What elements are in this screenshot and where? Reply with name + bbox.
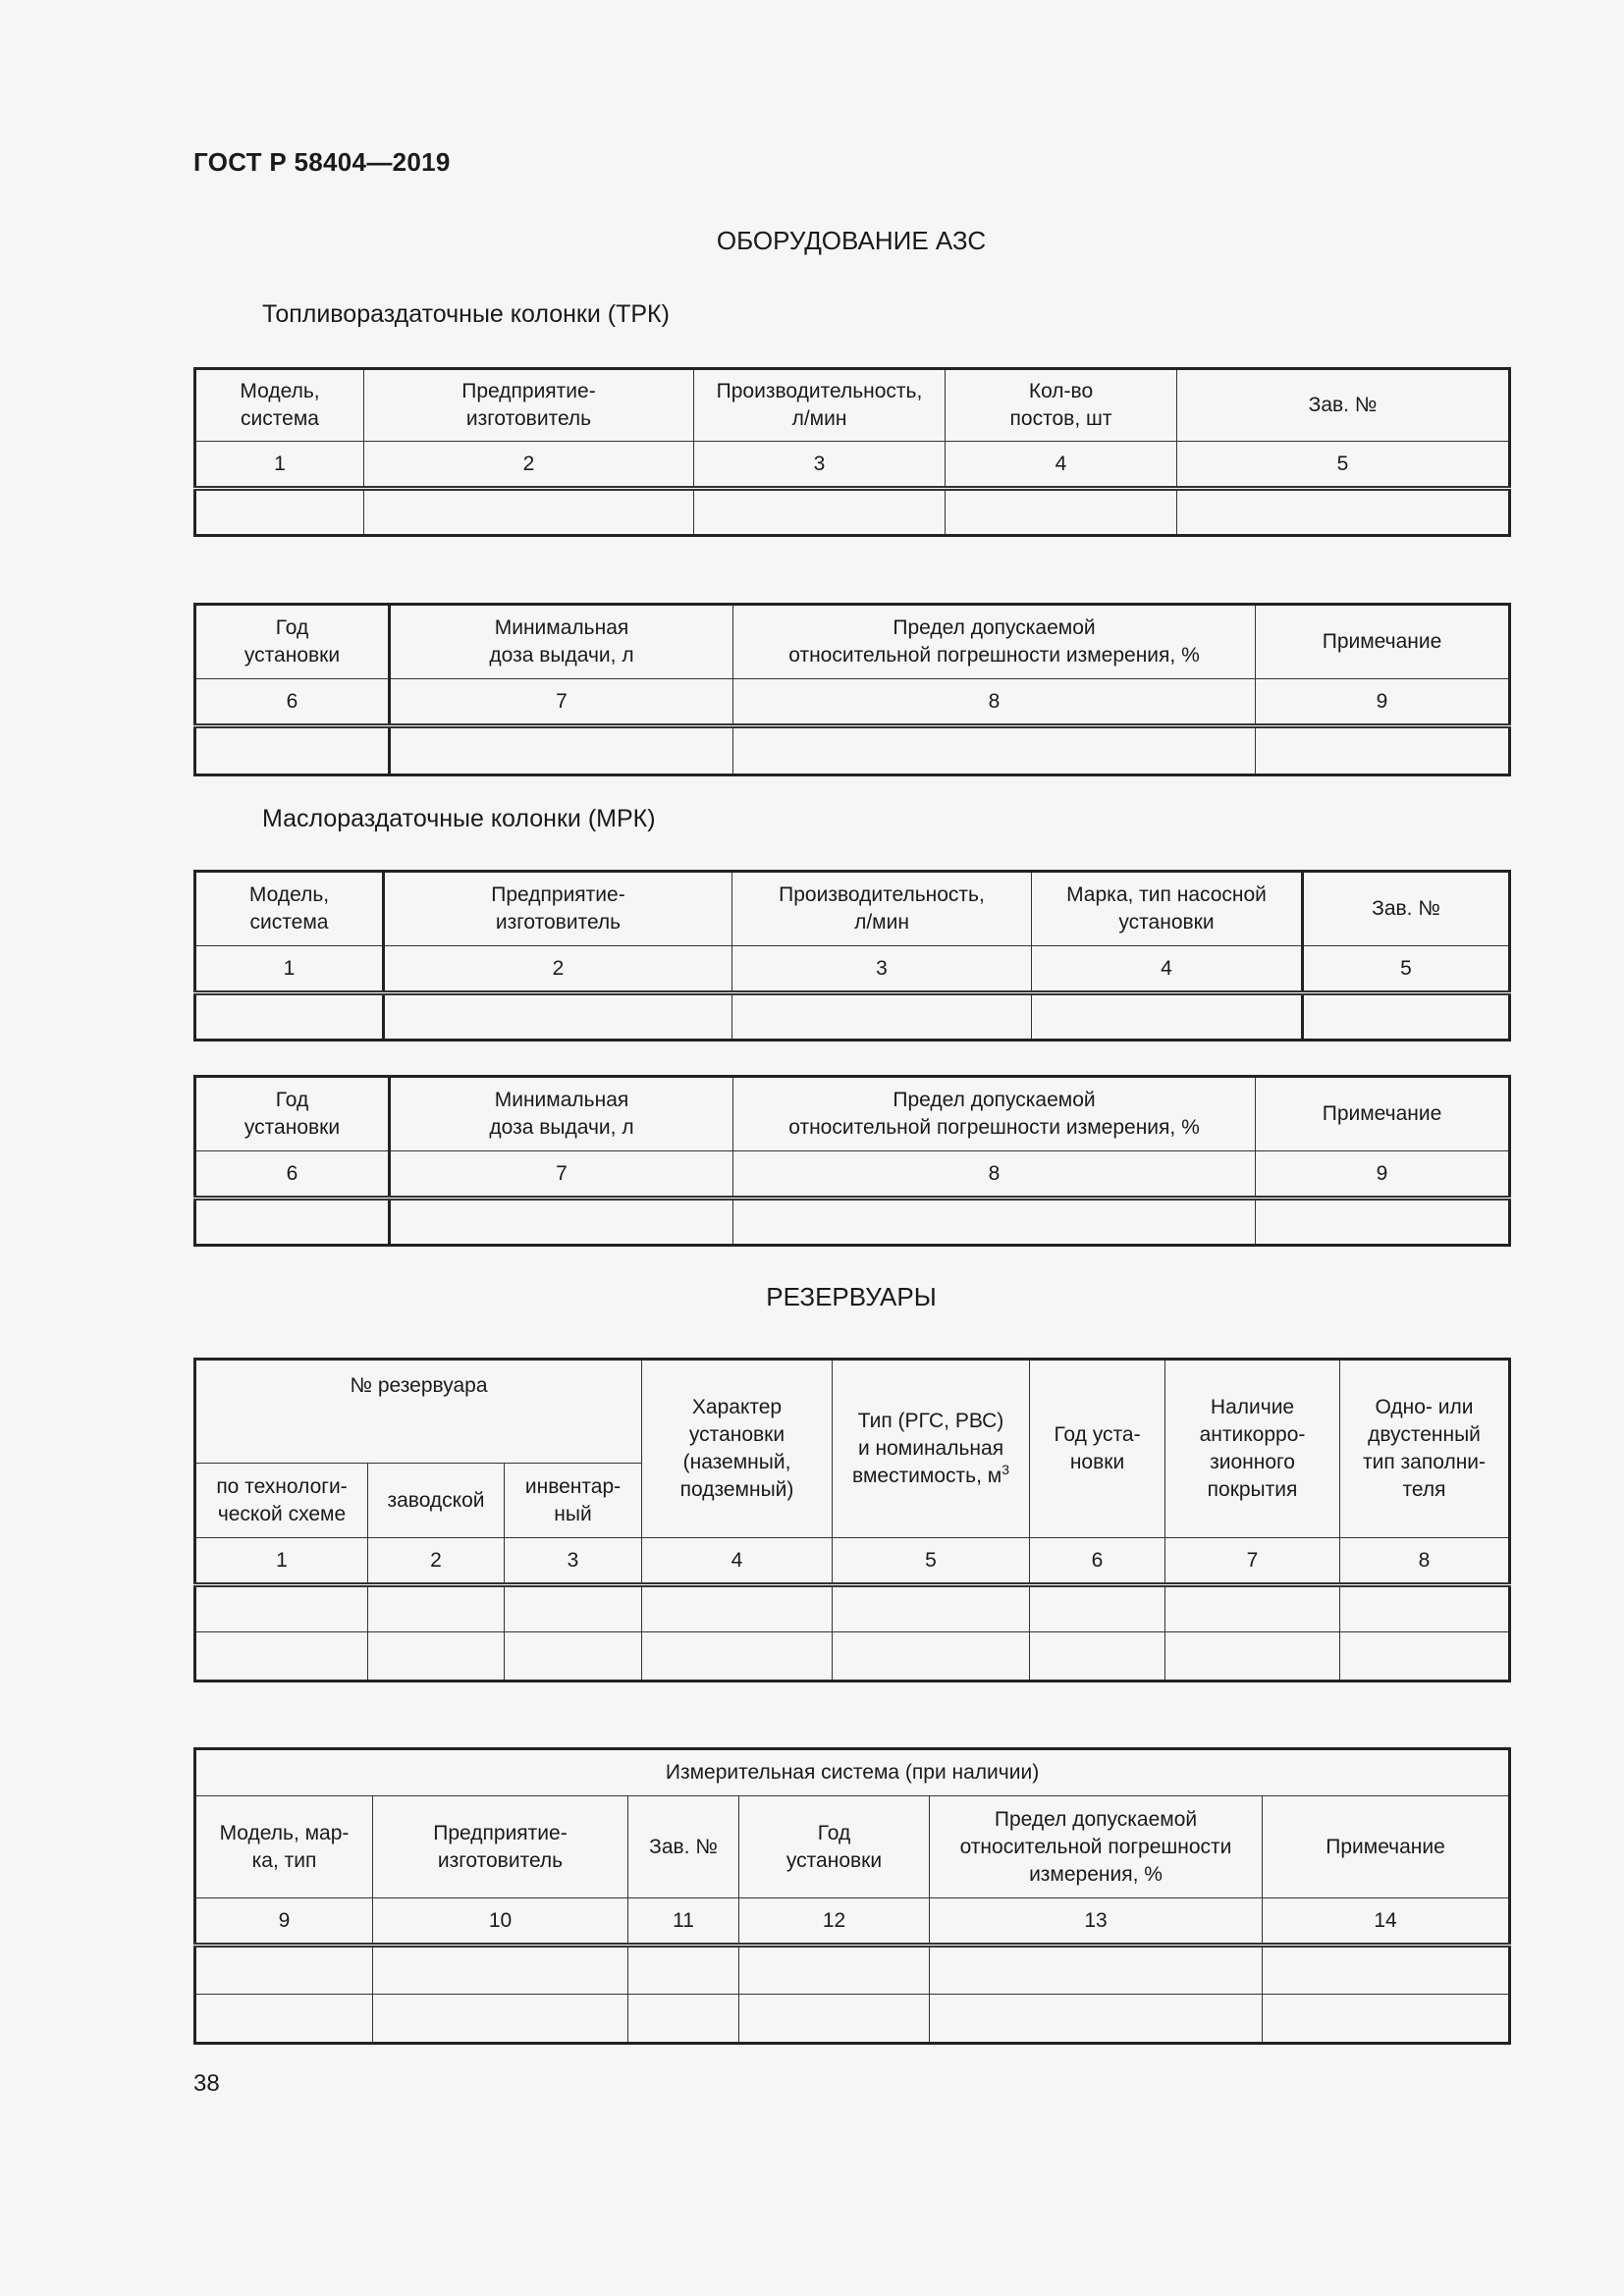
empty-cell (195, 1995, 373, 2044)
section-title-equipment: ОБОРУДОВАНИЕ АЗС (716, 226, 987, 255)
column-number: 4 (1032, 946, 1303, 993)
empty-cell (1177, 489, 1510, 536)
volume-unit-superscript: 3 (1001, 1462, 1009, 1477)
header-cell: Модель, мар- ка, тип (195, 1796, 373, 1898)
empty-cell (195, 489, 364, 536)
mrk-table-extra (193, 1075, 1511, 1247)
trk-table-extra (193, 603, 1511, 776)
empty-cell (833, 1585, 1030, 1632)
empty-cell (1165, 1585, 1340, 1632)
empty-cell (1030, 1585, 1165, 1632)
column-number: 11 (628, 1898, 739, 1946)
empty-cell (368, 1585, 505, 1632)
empty-cell (930, 1995, 1263, 2044)
header-cell: Модель, система (195, 369, 364, 442)
column-number: 9 (195, 1898, 373, 1946)
column-number: 13 (930, 1898, 1263, 1946)
header-cell: Год установки (195, 605, 390, 679)
header-cell: Предприятие- изготовитель (373, 1796, 628, 1898)
column-number: 14 (1263, 1898, 1510, 1946)
empty-cell (930, 1946, 1263, 1995)
empty-cell (628, 1995, 739, 2044)
empty-cell (195, 1632, 368, 1682)
header-cell: Кол-во постов, шт (946, 369, 1177, 442)
column-number: 4 (642, 1538, 833, 1585)
subheader-cell: заводской (368, 1464, 505, 1538)
header-cell: Характер установки (наземный, подземный) (642, 1360, 833, 1538)
reservoir-number-header: № резервуара (195, 1360, 642, 1464)
empty-cell (1030, 1632, 1165, 1682)
header-cell: Предел допускаемой относительной погрешности измерения, % (733, 605, 1256, 679)
column-number: 3 (694, 442, 946, 489)
subheader-cell: по технологи- ческой схеме (195, 1464, 368, 1538)
empty-cell (1165, 1632, 1340, 1682)
empty-cell (833, 1632, 1030, 1682)
column-number: 4 (946, 442, 1177, 489)
empty-cell (1256, 1199, 1510, 1246)
page-number: 38 (193, 2070, 220, 2097)
section-title-reservoirs: РЕЗЕРВУАРЫ (766, 1282, 937, 1311)
empty-cell (628, 1946, 739, 1995)
header-cell: Наличие антикорро- зионного покрытия (1165, 1360, 1340, 1538)
column-number: 5 (833, 1538, 1030, 1585)
column-number: 6 (195, 679, 390, 726)
column-number: 7 (390, 1151, 733, 1199)
header-cell: Минимальная доза выдачи, л (390, 605, 733, 679)
column-number: 8 (733, 679, 1256, 726)
header-cell (833, 1360, 1030, 1538)
empty-cell (1340, 1585, 1510, 1632)
volume-header-text: Тип (РГС, РВС) и номинальная вместимость, м (852, 1410, 1004, 1487)
reservoirs-table (193, 1358, 1511, 1682)
column-number: 8 (1340, 1538, 1510, 1585)
header-cell: Год установки (195, 1077, 390, 1151)
header-cell: Примечание (1256, 605, 1510, 679)
header-cell: Предприятие- изготовитель (384, 872, 732, 946)
empty-cell (364, 489, 694, 536)
header-cell: Производительность, л/мин (732, 872, 1032, 946)
column-number: 2 (364, 442, 694, 489)
header-cell: Одно- или двустенный тип заполни- теля (1340, 1360, 1510, 1538)
empty-cell (739, 1995, 930, 2044)
empty-cell (694, 489, 946, 536)
column-number: 5 (1303, 946, 1510, 993)
empty-cell (384, 993, 732, 1041)
column-number: 7 (1165, 1538, 1340, 1585)
column-number: 7 (390, 679, 733, 726)
column-number: 8 (733, 1151, 1256, 1199)
empty-cell (195, 1946, 373, 1995)
column-number: 1 (195, 1538, 368, 1585)
document-title: ГОСТ Р 58404—2019 (193, 147, 451, 177)
empty-cell (1256, 726, 1510, 775)
header-cell: Производительность, л/мин (694, 369, 946, 442)
header-cell: Зав. № (1177, 369, 1510, 442)
header-cell: Минимальная доза выдачи, л (390, 1077, 733, 1151)
column-number: 3 (732, 946, 1032, 993)
empty-cell (733, 726, 1256, 775)
trk-table-main (193, 367, 1511, 537)
header-cell: Предприятие- изготовитель (364, 369, 694, 442)
empty-cell (642, 1632, 833, 1682)
empty-cell (1340, 1632, 1510, 1682)
empty-cell (642, 1585, 833, 1632)
header-cell: Зав. № (628, 1796, 739, 1898)
empty-cell (368, 1632, 505, 1682)
header-cell: Марка, тип насосной установки (1032, 872, 1303, 946)
header-cell: Год установки (739, 1796, 930, 1898)
empty-cell (373, 1995, 628, 2044)
empty-cell (195, 1585, 368, 1632)
column-number: 2 (384, 946, 732, 993)
empty-cell (505, 1585, 642, 1632)
column-number: 6 (1030, 1538, 1165, 1585)
column-number: 3 (505, 1538, 642, 1585)
column-number: 6 (195, 1151, 390, 1199)
header-cell: Примечание (1256, 1077, 1510, 1151)
empty-cell (390, 1199, 733, 1246)
empty-cell (739, 1946, 930, 1995)
column-number: 1 (195, 946, 384, 993)
empty-cell (390, 726, 733, 775)
header-cell: Предел допускаемой относительной погрешности измерения, % (733, 1077, 1256, 1151)
header-cell: Модель, система (195, 872, 384, 946)
empty-cell (1303, 993, 1510, 1041)
header-cell: Предел допускаемой относительной погрешности измерения, % (930, 1796, 1263, 1898)
empty-cell (505, 1632, 642, 1682)
column-number: 1 (195, 442, 364, 489)
empty-cell (732, 993, 1032, 1041)
measurement-system-table (193, 1747, 1511, 2045)
header-cell: Зав. № (1303, 872, 1510, 946)
empty-cell (195, 1199, 390, 1246)
column-number: 10 (373, 1898, 628, 1946)
empty-cell (1032, 993, 1303, 1041)
column-number: 9 (1256, 1151, 1510, 1199)
subsection-title-mrk: Маслораздаточные колонки (МРК) (262, 805, 656, 832)
empty-cell (946, 489, 1177, 536)
column-number: 12 (739, 1898, 930, 1946)
measurement-system-header: Измерительная система (при наличии) (195, 1749, 1510, 1796)
mrk-table-main (193, 870, 1511, 1041)
column-number: 2 (368, 1538, 505, 1585)
empty-cell (195, 993, 384, 1041)
empty-cell (373, 1946, 628, 1995)
empty-cell (195, 726, 390, 775)
column-number: 9 (1256, 679, 1510, 726)
header-cell: Примечание (1263, 1796, 1510, 1898)
empty-cell (1263, 1946, 1510, 1995)
empty-cell (1263, 1995, 1510, 2044)
subheader-cell: инвентар- ный (505, 1464, 642, 1538)
header-cell: Год уста- новки (1030, 1360, 1165, 1538)
column-number: 5 (1177, 442, 1510, 489)
subsection-title-trk: Топливораздаточные колонки (ТРК) (262, 300, 670, 328)
empty-cell (733, 1199, 1256, 1246)
